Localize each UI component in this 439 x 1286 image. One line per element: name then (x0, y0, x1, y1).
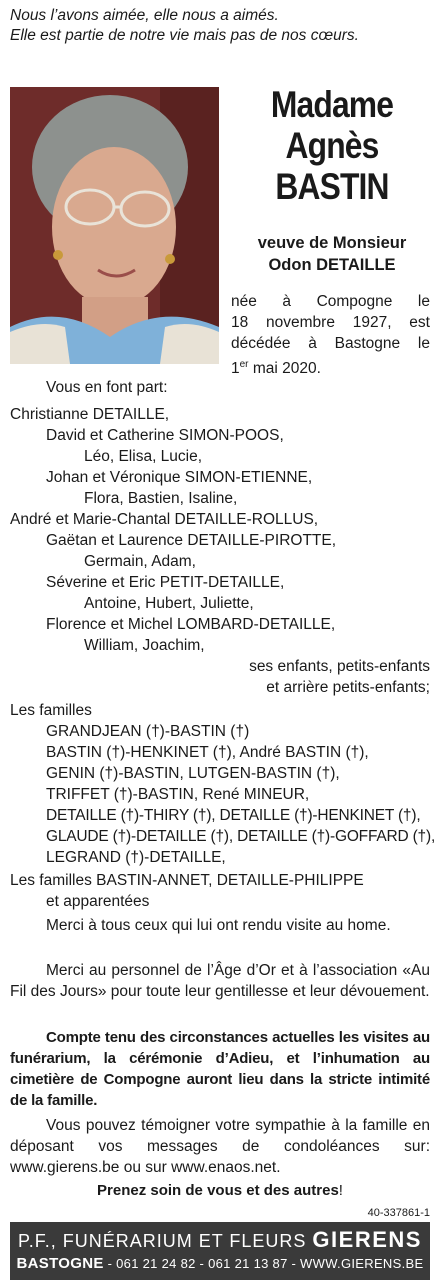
banner-city: BASTOGNE (16, 1255, 104, 1272)
family-member: Flora, Bastien, Isaline, (84, 490, 238, 507)
widow-of (232, 232, 432, 276)
family-name-line: BASTIN (†)-HENKINET (†), André BASTIN (†), (46, 744, 369, 761)
family-name-line: GRANDJEAN (†)-BASTIN (†) (46, 723, 250, 740)
name-last: BASTIN (275, 166, 389, 207)
sympathy-paragraph: Vous pouvez témoigner votre sympathie à la famille en déposant vos messages de condoléances sur: www.gierens.be ou sur www.enaos.net. (10, 1117, 430, 1176)
family-member: Christianne DETAILLE, (10, 406, 170, 423)
care-message-end: ! (338, 1182, 343, 1199)
portrait-illustration (10, 87, 219, 364)
death-date-rest: mai 2020. (248, 360, 321, 378)
family-member: William, Joachim, (84, 637, 205, 654)
portrait-photo (10, 87, 219, 364)
family-name-line: GLAUDE (†)-DETAILLE (†), DETAILLE (†)-GOFFARD (†), (46, 828, 436, 845)
death-day: 1 (231, 360, 240, 378)
family-name-line: TRIFFET (†)-BASTIN, René MINEUR, (46, 786, 310, 803)
birth-line-2: 18 novembre 1927, est (231, 314, 430, 331)
banner-prefix: P.F., FUNÉRARIUM ET FLEURS (18, 1231, 313, 1251)
family-member: Antoine, Hubert, Juliette, (84, 595, 254, 612)
name-title: Madame (270, 84, 394, 125)
other-families-relatives: et apparentées (46, 893, 150, 910)
other-families: Les familles BASTIN-ANNET, DETAILLE-PHILIPPE (10, 872, 364, 889)
care-message-bold: Prenez soin de vous et des autres (97, 1182, 339, 1199)
quote-line-2: Elle est partie de notre vie mais pas de nos cœurs. (10, 27, 359, 44)
banner-contact: - 061 21 24 82 - 061 21 13 87 - WWW.GIERENS.BE (103, 1256, 424, 1271)
banner-line-1 (10, 1227, 430, 1253)
announce-text: Vous en font part: (46, 379, 168, 396)
family-member: Séverine et Eric PETIT-DETAILLE, (46, 574, 285, 591)
death-day-suffix: er (239, 359, 249, 370)
quote-line-1: Nous l’avons aimée, elle nous a aimés. (10, 7, 279, 24)
care-message (10, 1182, 430, 1199)
birth-line-3: décédée à Bastogne le (231, 335, 430, 352)
family-member: André et Marie-Chantal DETAILLE-ROLLUS, (10, 511, 319, 528)
birth-line-1: née à Compogne le (231, 293, 430, 310)
widow-line-2: Odon DETAILLE (268, 256, 396, 274)
ceremony-notice: Compte tenu des circonstances actuelles les visites au funérarium, la cérémonie d’Adieu, et l’inhumation au cimetière de Compogne auront lieu dans la stricte intimité de la famille. (10, 1029, 430, 1109)
family-name-line: DETAILLE (†)-THIRY (†), DETAILLE (†)-HENKINET (†), (46, 807, 421, 824)
funeral-home-banner (10, 1222, 430, 1280)
family-name-line: GENIN (†)-BASTIN, LUTGEN-BASTIN (†), (46, 765, 340, 782)
widow-line-1: veuve de Monsieur (257, 234, 407, 252)
epitaph-quote (10, 6, 430, 46)
deceased-name (232, 84, 432, 207)
family-member: Florence et Michel LOMBARD-DETAILLE, (46, 616, 336, 633)
family-member: David et Catherine SIMON-POOS, (46, 427, 284, 444)
thanks-paragraph-2: Merci au personnel de l’Âge d’Or et à l’association «Au Fil des Jours» pour toute leur gentillesse et leur dévouement. (10, 962, 430, 1000)
family-member: Germain, Adam, (84, 553, 196, 570)
family-member: Johan et Véronique SIMON-ETIENNE, (46, 469, 313, 486)
family-member: Léo, Elisa, Lucie, (84, 448, 203, 465)
banner-line-2 (10, 1255, 430, 1272)
birth-death-details (231, 291, 430, 379)
thanks-paragraph-1: Merci à tous ceux qui lui ont rendu visite au home. (46, 917, 391, 934)
families-title: Les familles (10, 702, 92, 719)
name-first: Agnès (285, 125, 379, 166)
children-label-1: ses enfants, petits-enfants (249, 658, 430, 675)
birth-line-4 (231, 354, 430, 379)
banner-brand: GIERENS (312, 1227, 422, 1252)
family-name-line: LEGRAND (†)-DETAILLE, (46, 849, 226, 866)
children-label-2: et arrière petits-enfants; (266, 679, 430, 696)
reference-number: 40-337861-1 (367, 1207, 430, 1219)
family-member: Gaëtan et Laurence DETAILLE-PIROTTE, (46, 532, 337, 549)
